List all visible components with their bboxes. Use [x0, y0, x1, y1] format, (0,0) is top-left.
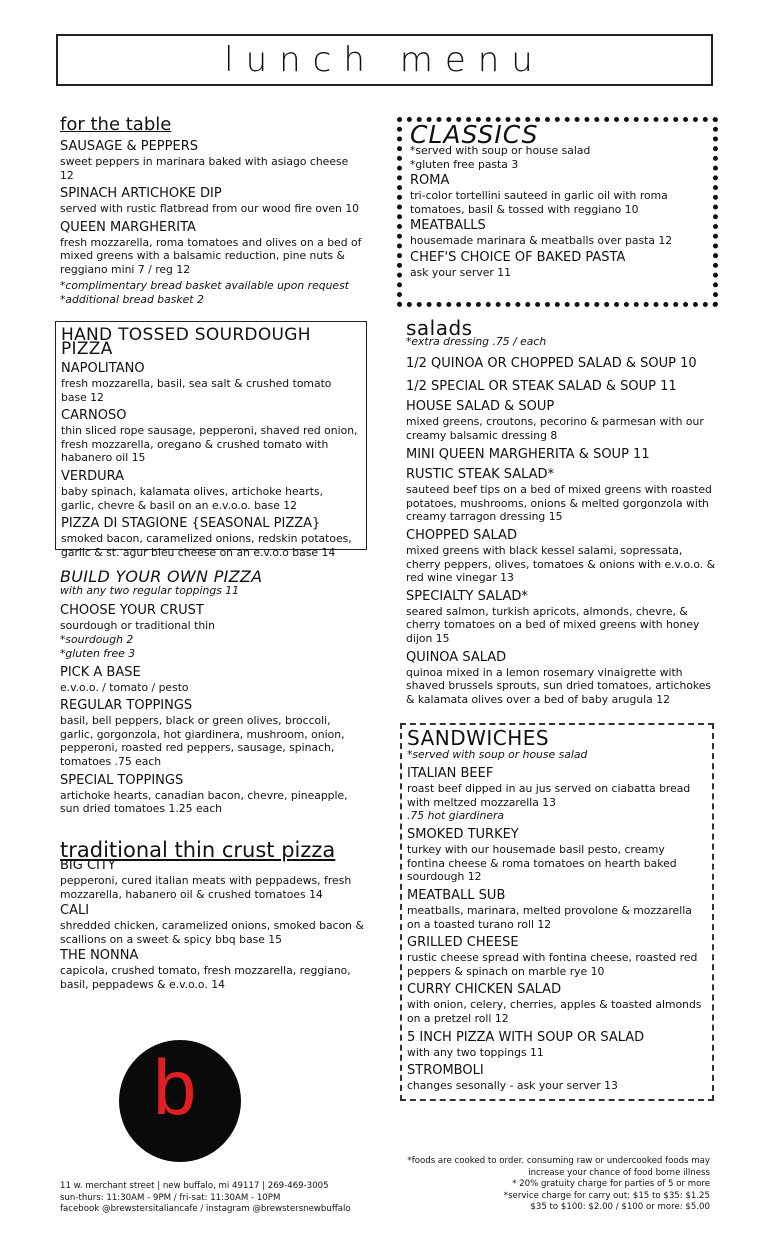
- item-desc: mixed greens, croutons, pecorino & parmesan with our creamy balsamic dressing 8: [406, 415, 704, 442]
- disclaimer-line: *service charge for carry out: $15 to $35: $1.25: [503, 1190, 710, 1201]
- item-desc: e.v.o.o. / tomato / pesto: [60, 680, 189, 694]
- item-name: NAPOLITANO: [61, 361, 145, 376]
- list-item: [407, 826, 704, 884]
- sandwiches-box: [400, 723, 714, 1101]
- for-the-table-heading: for the table: [60, 114, 172, 135]
- item-name: SPECIAL TOPPINGS: [60, 772, 184, 788]
- crust-note: *sourdough 2: [60, 632, 134, 646]
- item-desc: sweet peppers in marinara baked with asiago cheese 12: [60, 155, 349, 182]
- disclaimer-line: *foods are cooked to order. consuming raw or undercooked foods may: [407, 1156, 710, 1166]
- item-desc: basil, bell peppers, black or green olives, broccoli, garlic, gorgonzola, hot giardinera, mushroom, onion, pepperoni, roasted red peppers, sausage, spinach, tomatoes .75 each: [60, 714, 345, 768]
- item-name: QUEEN MARGHERITA: [60, 219, 196, 235]
- item-name: CURRY CHICKEN SALAD: [407, 982, 562, 998]
- brand-logo: [119, 1040, 241, 1162]
- item-name: ITALIAN BEEF: [407, 766, 494, 781]
- bread-note: *complimentary bread basket available upon request: [60, 278, 349, 292]
- item-desc: rustic cheese spread with fontina cheese, roasted red peppers & spinach on marble rye 10: [407, 951, 698, 978]
- list-item: [60, 902, 365, 946]
- byo-subheading: with any two regular toppings 11: [60, 584, 240, 597]
- classics-note: *served with soup or house salad: [410, 144, 591, 157]
- item-name: THE NONNA: [60, 948, 139, 964]
- item-desc: turkey with our housemade basil pesto, creamy fontina cheese & roma tomatoes on hearth baked sourdough 12: [407, 843, 677, 884]
- list-item: [407, 981, 704, 1025]
- list-item: [407, 887, 704, 931]
- item-name: 1/2 SPECIAL OR STEAK SALAD & SOUP 11: [406, 379, 677, 394]
- list-item: [407, 1029, 704, 1060]
- list-item: [60, 138, 365, 182]
- item-name: 1/2 QUINOA OR CHOPPED SALAD & SOUP 10: [406, 356, 697, 371]
- item-name: SMOKED TURKEY: [407, 827, 519, 843]
- item-name: PICK A BASE: [60, 664, 141, 680]
- item-desc: fresh mozzarella, roma tomatoes and olives on a bed of mixed greens with a balsamic reduction, pine nuts & reggiano mini 7 / reg 12: [60, 235, 362, 276]
- list-item: [407, 765, 704, 823]
- item-desc: capicola, crushed tomato, fresh mozzarella, reggiano, basil, peppadews & e.v.o.o. 14: [60, 964, 351, 991]
- item-name: RUSTIC STEAK SALAD*: [406, 467, 555, 483]
- item-desc: meatballs, marinara, melted provolone & mozzarella on a toasted turano roll 12: [407, 903, 692, 931]
- disclaimer-line: $35 to $100: $2.00 / $100 or more: $5.00: [530, 1202, 710, 1212]
- item-desc: baby spinach, kalamata olives, artichoke hearts, garlic, chevre & basil on an e.v.o.o. base 12: [61, 484, 324, 512]
- giardinera-note: .75 hot giardinera: [407, 809, 505, 823]
- item-desc: with any two toppings 11: [407, 1045, 544, 1059]
- item-desc: thin sliced rope sausage, pepperoni, shaved red onion, fresh mozzarella, oregano & crushed tomato with habanero oil 15: [61, 424, 358, 465]
- item-desc: ask your server 11: [410, 265, 511, 279]
- for-the-table-section: [60, 114, 365, 307]
- list-item: [60, 219, 365, 277]
- list-item: [60, 185, 365, 216]
- item-name: CHOPPED SALAD: [406, 527, 517, 543]
- item-name: ROMA: [410, 173, 450, 189]
- footer-line: facebook @brewstersitaliancafe / instagram @brewstersnewbuffalo: [60, 1204, 351, 1214]
- list-item: [61, 468, 358, 512]
- classics-box: [397, 117, 718, 307]
- item-desc: sourdough or traditional thin: [60, 619, 216, 632]
- sandwiches-note: *served with soup or house salad: [407, 748, 588, 761]
- disclaimer-line: * 20% gratuity charge for parties of 5 or more: [512, 1179, 710, 1189]
- item-desc: smoked bacon, caramelized onions, redskin potatoes, garlic & st. agur bleu cheese on an e.v.o.o base 14: [61, 532, 352, 559]
- item-desc: seared salmon, turkish apricots, almonds, chevre, & cherry tomatoes on a bed of mixed greens with honey dijon 15: [406, 604, 700, 645]
- salads-section: [406, 316, 716, 707]
- thin-crust-section: [60, 838, 365, 993]
- item-desc: fresh mozzarella, basil, sea salt & crushed tomato base 12: [61, 377, 332, 404]
- sandwiches-heading: SANDWICHES: [407, 726, 550, 750]
- item-name: MEATBALLS: [410, 218, 486, 234]
- item-desc: roast beef dipped in au jus served on ciabatta bread with meltzed mozzarella 13: [407, 782, 691, 809]
- item-name: SPECIALTY SALAD*: [406, 588, 528, 604]
- item-desc: housemade marinara & meatballs over pasta 12: [410, 234, 673, 248]
- list-item: [407, 1062, 704, 1093]
- item-desc: quinoa mixed in a lemon rosemary vinaigrette with shaved brussels sprouts, sun dried tomatoes, artichokes & kalamata olives over a bed of baby arugula 12: [406, 665, 712, 706]
- item-desc: artichoke hearts, canadian bacon, chevre, pineapple, sun dried tomatoes 1.25 each: [60, 788, 348, 816]
- thin-crust-heading: traditional thin crust pizza: [60, 838, 336, 862]
- item-name: STROMBOLI: [407, 1063, 484, 1079]
- bread-note: *additional bread basket 2: [60, 292, 204, 306]
- item-name: VERDURA: [61, 468, 125, 484]
- build-your-own-section: [60, 567, 360, 816]
- page-title: lunch menu: [224, 40, 545, 80]
- logo-letter: b: [153, 1043, 197, 1131]
- list-item: [60, 947, 365, 991]
- footer-disclaimer: [400, 1156, 710, 1214]
- disclaimer-line: increase your chance of food borne illness: [528, 1167, 710, 1178]
- list-item: [61, 407, 358, 465]
- footer-line: sun-thurs: 11:30AM - 9PM / fri-sat: 11:30AM - 10PM: [60, 1192, 281, 1203]
- list-item: [407, 934, 704, 978]
- list-item: [406, 588, 716, 646]
- footer-address: [60, 1181, 351, 1216]
- item-desc: changes sesonally - ask your server 13: [407, 1079, 618, 1093]
- item-desc: sauteed beef tips on a bed of mixed greens with roasted potatoes, mushrooms, onions & melted gorgonzola with creamy tarragon dressing 15: [406, 483, 712, 524]
- salads-note: *extra dressing .75 / each: [406, 335, 547, 348]
- list-item: [406, 527, 716, 585]
- item-name: MEATBALL SUB: [407, 887, 506, 903]
- list-item: [410, 249, 705, 280]
- list-item: [410, 172, 705, 216]
- salads-heading: salads: [406, 316, 473, 340]
- item-desc: shredded chicken, caramelized onions, smoked bacon & scallions on a sweet & spicy bbq base 15: [60, 919, 364, 946]
- item-name: CHOOSE YOUR CRUST: [60, 603, 204, 618]
- item-name: GRILLED CHEESE: [407, 935, 519, 951]
- item-name: SAUSAGE & PEPPERS: [60, 139, 198, 154]
- item-name: MINI QUEEN MARGHERITA & SOUP 11: [406, 447, 650, 463]
- item-name: CARNOSO: [61, 408, 127, 424]
- classics-heading: CLASSICS: [410, 120, 539, 149]
- crust-note: *gluten free 3: [60, 646, 136, 660]
- sourdough-pizza-box: [55, 321, 367, 559]
- list-item: [406, 649, 716, 707]
- item-name: CALI: [60, 903, 90, 919]
- item-name: REGULAR TOPPINGS: [60, 698, 193, 714]
- list-item: [61, 515, 358, 559]
- item-name: SPINACH ARTICHOKE DIP: [60, 186, 222, 202]
- list-item: [60, 857, 365, 901]
- item-name: PIZZA DI STAGIONE {SEASONAL PIZZA}: [61, 516, 321, 532]
- item-name: BIG CITY: [60, 858, 116, 873]
- item-desc: pepperoni, cured italian meats with peppadews, fresh mozzarella, habanero oil & crushed tomatoes 14: [60, 874, 352, 901]
- item-desc: with onion, celery, cherries, apples & toasted almonds on a pretzel roll 12: [407, 998, 702, 1025]
- item-name: 5 INCH PIZZA WITH SOUP OR SALAD: [407, 1029, 645, 1045]
- list-item: [406, 466, 716, 524]
- item-name: CHEF'S CHOICE OF BAKED PASTA: [410, 249, 626, 265]
- footer-line: 11 w. merchant street | new buffalo, mi 49117 | 269-469-3005: [60, 1181, 329, 1191]
- list-item: [61, 360, 358, 404]
- sourdough-heading: HAND TOSSED SOURDOUGH PIZZA: [61, 325, 311, 359]
- menu-title-box: [56, 34, 713, 86]
- list-item: [410, 217, 705, 248]
- item-name: QUINOA SALAD: [406, 649, 507, 665]
- item-desc: tri-color tortellini sauteed in garlic oil with roma tomatoes, basil & tossed with reggiano 10: [410, 189, 668, 216]
- item-name: HOUSE SALAD & SOUP: [406, 399, 555, 414]
- byo-heading: BUILD YOUR OWN PIZZA: [60, 567, 263, 586]
- classics-note: *gluten free pasta 3: [410, 157, 519, 171]
- item-desc: served with rustic flatbread from our wood fire oven 10: [60, 202, 360, 216]
- item-desc: mixed greens with black kessel salami, sopressata, cherry peppers, olives, tomatoes & onions with e.v.o.o. & red wine vinegar 13: [406, 543, 716, 585]
